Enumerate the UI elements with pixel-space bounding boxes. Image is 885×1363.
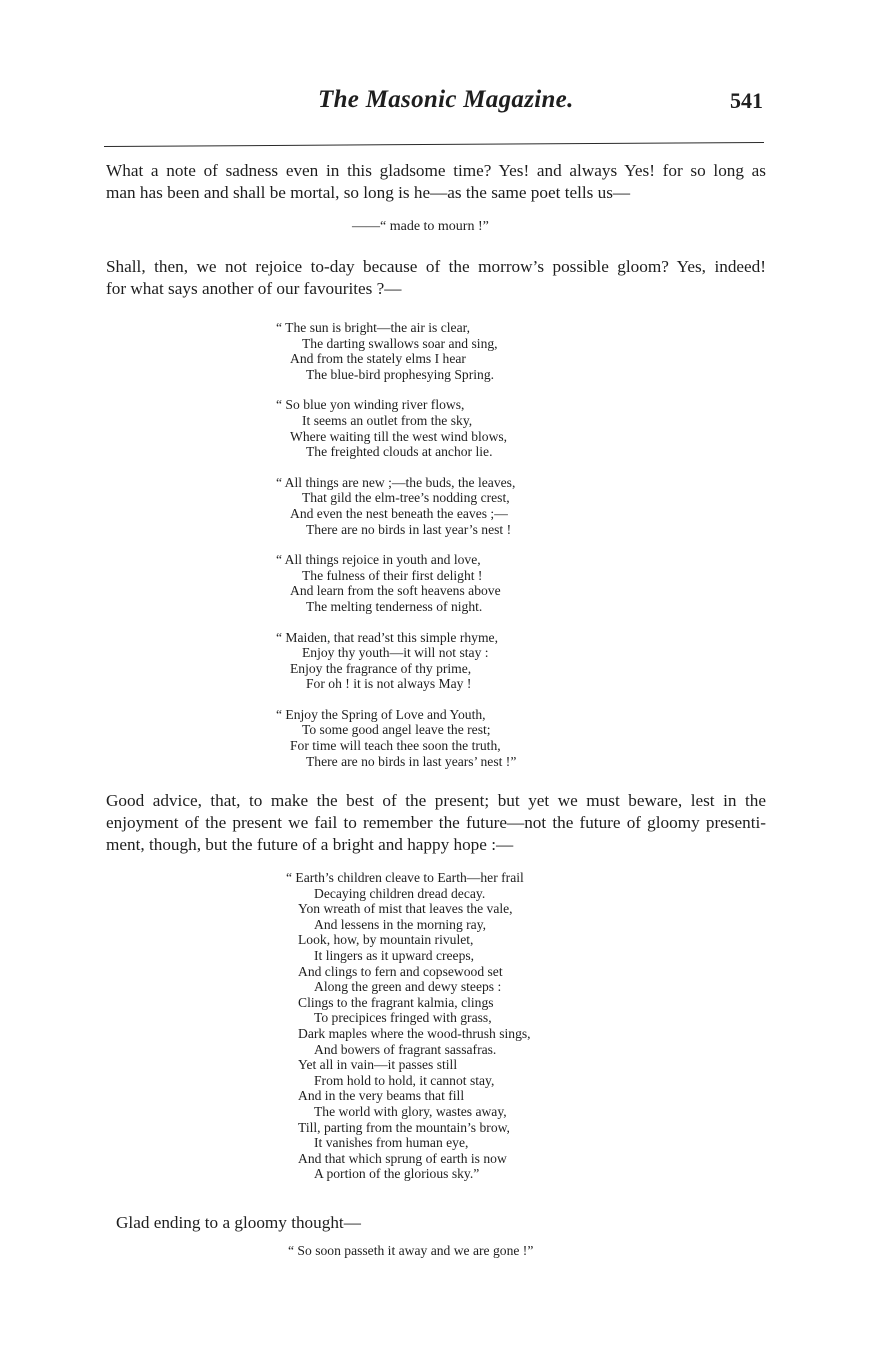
paragraph-line: enjoyment of the present we fail to remember the future—not the future of gloomy presenti-	[106, 813, 766, 832]
poem-spring	[276, 320, 516, 784]
poem-line: To precipices fringed with grass,	[314, 1010, 492, 1026]
poem-line: The freighted clouds at anchor lie.	[306, 444, 493, 460]
page-number: 541	[730, 88, 763, 113]
poem-stanza	[276, 320, 516, 382]
poem-line: And lessens in the morning ray,	[314, 916, 487, 932]
poem-line: The world with glory, wastes away,	[314, 1103, 507, 1119]
paragraph-line: Good advice, that, to make the best of the present; but yet we must beware, lest in the	[106, 791, 766, 810]
poem-line: “ Maiden, that read’st this simple rhyme,	[276, 629, 498, 645]
paragraph-line: Shall, then, we not rejoice to-day because of the morrow’s possible gloom? Yes, indeed!	[106, 257, 766, 276]
poem-line: That gild the elm-tree’s nodding crest,	[302, 490, 510, 506]
poem-line: And even the nest beneath the eaves ;—	[290, 505, 508, 521]
closing-quote: “ So soon passeth it away and we are gone !”	[288, 1243, 534, 1258]
poem-line: It lingers as it upward creeps,	[314, 947, 475, 963]
poem-line: Enjoy the fragrance of thy prime,	[290, 660, 472, 676]
poem-line: Where waiting till the west wind blows,	[290, 428, 508, 444]
poem-line: “ Enjoy the Spring of Love and Youth,	[276, 706, 486, 722]
poem-line: Yet all in vain—it passes still	[298, 1057, 458, 1073]
paragraph-2	[106, 256, 766, 300]
poem-line: Enjoy thy youth—it will not stay :	[302, 645, 489, 661]
paragraph-4	[116, 1212, 516, 1234]
paragraph-line: man has been and shall be mortal, so long is he—as the same poet tells us—	[106, 183, 631, 202]
poem-line: It vanishes from human eye,	[314, 1135, 469, 1151]
paragraph-line: for what says another of our favourites ?—	[106, 279, 402, 298]
paragraph-line: Glad ending to a gloomy thought—	[116, 1213, 361, 1232]
poem-line: Decaying children dread decay.	[314, 885, 486, 901]
poem-line: The fulness of their first delight !	[302, 567, 483, 583]
poem-line: And in the very beams that fill	[298, 1088, 465, 1104]
poem-stanza	[276, 397, 516, 459]
poem-line: Look, how, by mountain rivulet,	[298, 932, 474, 948]
paragraph-line: ment, though, but the future of a bright and happy hope :—	[106, 835, 514, 854]
poem-line: Till, parting from the mountain’s brow,	[298, 1119, 510, 1135]
poem-stanza	[276, 630, 516, 692]
poem-line: And learn from the soft heavens above	[290, 583, 501, 599]
page-header	[0, 86, 885, 126]
poem-line: “ The sun is bright—the air is clear,	[276, 320, 470, 335]
poem-line: It seems an outlet from the sky,	[302, 412, 473, 428]
poem-line: There are no birds in last years’ nest !”	[306, 753, 517, 769]
quote-made-to-mourn: ——“ made to mourn !”	[352, 219, 489, 234]
poem-stanza	[276, 552, 516, 614]
poem-line: For time will teach thee soon the truth,	[290, 738, 501, 754]
poem-line: The melting tenderness of night.	[306, 598, 483, 614]
poem-line: The blue-bird prophesying Spring.	[306, 366, 495, 382]
poem-stanza	[276, 475, 516, 537]
paragraph-3	[106, 790, 766, 856]
poem-line: A portion of the glorious sky.”	[314, 1166, 480, 1182]
poem-line: To some good angel leave the rest;	[302, 722, 491, 738]
poem-line: And from the stately elms I hear	[290, 351, 466, 367]
paragraph-line: What a note of sadness even in this gladsome time? Yes! and always Yes! for so long as	[106, 161, 766, 180]
poem-line: There are no birds in last year’s nest !	[306, 521, 512, 537]
poem-line: The darting swallows soar and sing,	[302, 335, 498, 351]
poem-line: Yon wreath of mist that leaves the vale,	[298, 901, 513, 917]
poem-line: From hold to hold, it cannot stay,	[314, 1072, 495, 1088]
running-title: The Masonic Magazine.	[318, 86, 574, 113]
poem-line: “ All things rejoice in youth and love,	[276, 552, 481, 568]
paragraph-1	[106, 160, 766, 204]
poem-earths-children	[286, 870, 531, 1182]
poem-line: Clings to the fragrant kalmia, clings	[298, 994, 494, 1010]
poem-line: And bowers of fragrant sassafras.	[314, 1041, 497, 1057]
poem-line: And clings to fern and copsewood set	[298, 963, 503, 979]
poem-line: “ All things are new ;—the buds, the leaves,	[276, 474, 516, 490]
poem-line: “ So blue yon winding river flows,	[276, 397, 465, 413]
poem-line: For oh ! it is not always May !	[306, 676, 472, 692]
poem-line: Along the green and dewy steeps :	[314, 979, 502, 995]
poem-stanza	[276, 707, 516, 769]
poem-line: And that which sprung of earth is now	[298, 1150, 507, 1166]
poem-line: “ Earth’s children cleave to Earth—her frail	[286, 870, 524, 885]
poem-line: Dark maples where the wood-thrush sings,	[298, 1025, 531, 1041]
header-rule	[104, 142, 764, 147]
